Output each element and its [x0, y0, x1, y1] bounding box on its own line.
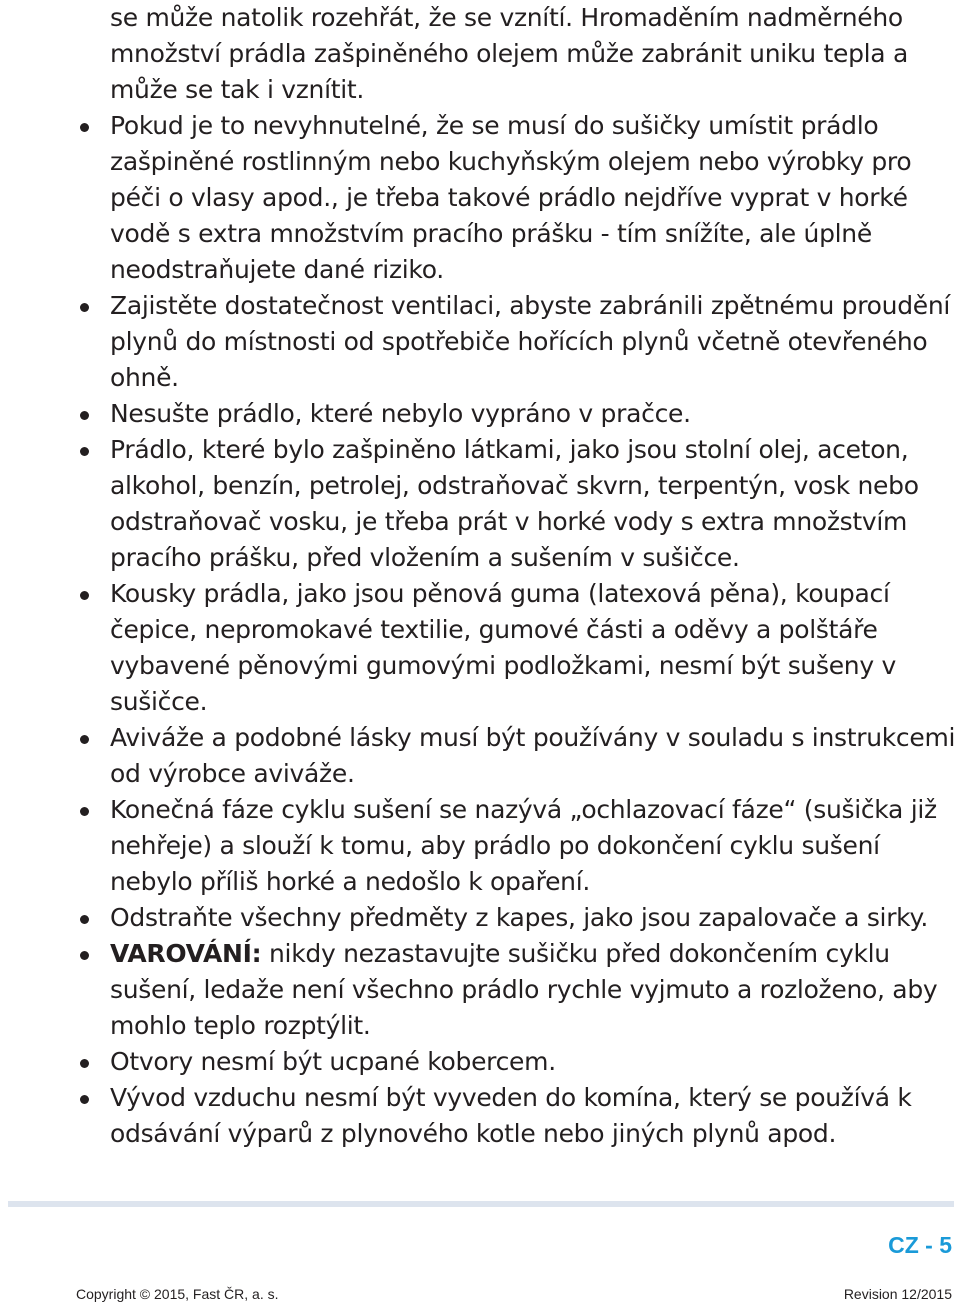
list-item: [76, 288, 956, 396]
bullet-text: Aviváže a podobné lásky musí být používány v souladu s instrukcemi od výrobce aviváže.: [110, 723, 956, 788]
revision-text: Revision 12/2015: [843, 1286, 952, 1302]
list-item: [76, 936, 956, 1044]
bullet-text: Pokud je to nevyhnutelné, že se musí do sušičky umístit prádlo zašpiněné rostlinným nebo kuchyňským olejem nebo výrobky pro péči o vlasy apod., je třeba takové prádlo nejdříve vyprat v horké vodě s extra množstvím pracího prášku - tím snížíte, ale úplně neodstraňujete dané riziko.: [110, 111, 912, 284]
bullet-dot-icon: [80, 951, 89, 960]
bullet-dot-icon: [80, 735, 89, 744]
list-item: [76, 1080, 956, 1152]
bullet-dot-icon: [80, 591, 89, 600]
bullet-text: Kousky prádla, jako jsou pěnová guma (latexová pěna), koupací čepice, nepromokavé textilie, gumové části a oděvy a polštáře vybavené pěnovými gumovými podložkami, nesmí být sušeny v sušičce.: [110, 579, 896, 716]
bullet-dot-icon: [80, 411, 89, 420]
page-number: CZ - 5: [888, 1232, 952, 1258]
list-item: [76, 432, 956, 576]
bullet-dot-icon: [80, 915, 89, 924]
list-item: [76, 720, 956, 792]
list-item: [76, 396, 956, 432]
footer-divider: [8, 1201, 954, 1207]
bullet-dot-icon: [80, 447, 89, 456]
warning-label: VAROVÁNÍ:: [110, 939, 262, 968]
list-item: [76, 108, 956, 288]
bullet-dot-icon: [80, 303, 89, 312]
bullet-text: Otvory nesmí být ucpané kobercem.: [110, 1047, 556, 1076]
continuation-paragraph: se může natolik rozehřát, že se vznítí. Hromaděním nadměrného množství prádla zašpiněného olejem může zabránit uniku tepla a může se tak i vznítit.: [110, 3, 908, 104]
bullet-dot-icon: [80, 123, 89, 132]
bullet-dot-icon: [80, 1095, 89, 1104]
safety-bullet-list: [76, 108, 956, 1152]
list-item: [76, 576, 956, 720]
bullet-text: Odstraňte všechny předměty z kapes, jako jsou zapalovače a sirky.: [110, 903, 929, 932]
list-item: [76, 900, 956, 936]
copyright-text: Copyright © 2015, Fast ČR, a. s.: [76, 1286, 279, 1302]
bullet-text: nikdy nezastavujte sušičku před dokončením cyklu sušení, ledaže není všechno prádlo rychle vyjmuto a rozloženo, aby mohlo teplo rozptýlit.: [110, 939, 938, 1040]
document-body: [76, 0, 956, 1152]
bullet-text: Nesušte prádlo, které nebylo vypráno v pračce.: [110, 399, 691, 428]
bullet-text: Vývod vzduchu nesmí být vyveden do komína, který se používá k odsávání výparů z plynového kotle nebo jiných plynů apod.: [110, 1083, 912, 1148]
bullet-dot-icon: [80, 1059, 89, 1068]
list-item: [76, 792, 956, 900]
list-item: [76, 1044, 956, 1080]
bullet-dot-icon: [80, 807, 89, 816]
bullet-text: Konečná fáze cyklu sušení se nazývá „ochlazovací fáze“ (sušička již nehřeje) a slouží k tomu, aby prádlo po dokončení cyklu sušení nebylo příliš horké a nedošlo k opaření.: [110, 795, 937, 896]
bullet-text: Prádlo, které bylo zašpiněno látkami, jako jsou stolní olej, aceton, alkohol, benzín, petrolej, odstraňovač skvrn, terpentýn, vosk nebo odstraňovač vosku, je třeba prát v horké vody s extra množstvím pracího prášku, před vložením a sušením v sušičce.: [110, 435, 919, 572]
bullet-text: Zajistěte dostatečnost ventilaci, abyste zabránili zpětnému proudění plynů do místnosti od spotřebiče hořících plynů včetně otevřeného ohně.: [110, 291, 951, 392]
